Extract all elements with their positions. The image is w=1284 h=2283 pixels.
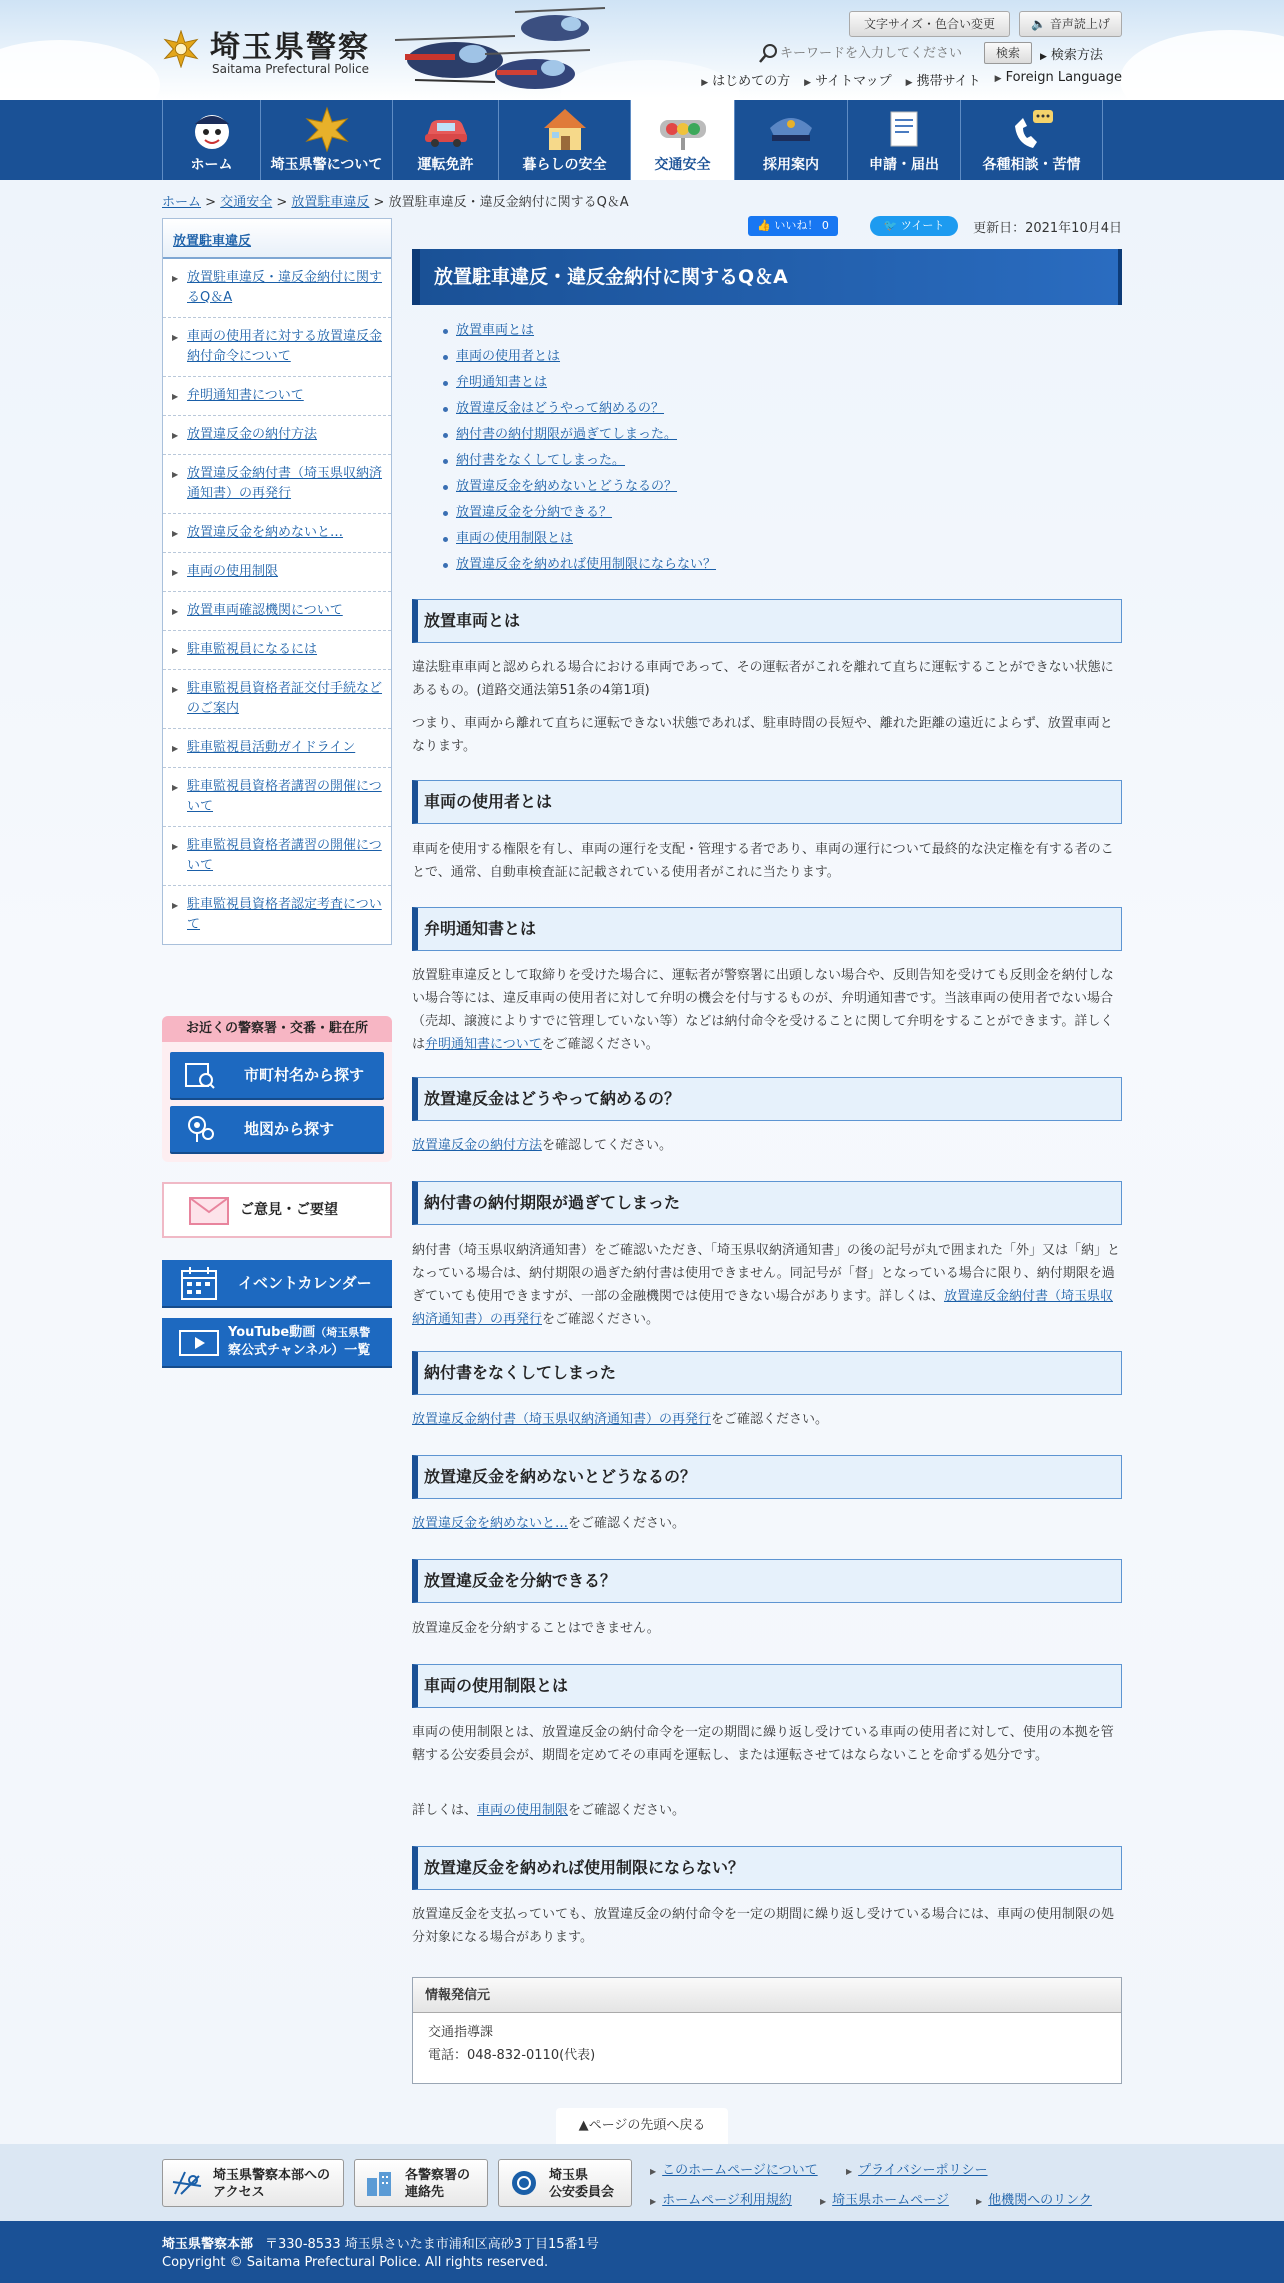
envelope-icon xyxy=(188,1194,230,1226)
reissue-link[interactable]: 放置違反金納付書（埼玉県収納済通知書）の再発行 xyxy=(412,1412,712,1427)
access-map-icon xyxy=(171,2168,205,2198)
table-of-contents xyxy=(440,318,1100,578)
section-heading-vehicle-user: 車両の使用者とは xyxy=(412,780,1122,824)
share-row xyxy=(748,216,1122,238)
breadcrumb-home[interactable]: ホーム xyxy=(162,195,202,210)
section-text: 放置違反金納付書（埼玉県収納済通知書）の再発行をご確認ください。 xyxy=(412,1412,829,1427)
site-logo[interactable] xyxy=(162,22,372,78)
search-method-link[interactable]: ▶ 検索方法 xyxy=(1040,48,1103,63)
sidebar-item[interactable]: ▶ 車両の使用者に対する放置違反金納付命令について xyxy=(163,318,391,377)
sidebar-item[interactable]: ▶ 駐車監視員になるには xyxy=(163,631,391,670)
section-text: 納付書（埼玉県収納済通知書）をご確認いただき、「埼玉県収納済通知書」の後の記号が丸で囲まれた「外」又は「納」となっている場合は、納付期限の過ぎた納付書は使用できません。同記号が「督」となっている場合に限り、納付期限を過ぎていても使用できますが、一部の金融機関では使用できない場合があります。詳しくは、放置違反金納付書（埼玉県収納済通知書）の再発行をご確認ください。 xyxy=(412,1243,1120,1327)
section-text: 違法駐車車両と認められる場合における車両であって、その運転者がこれを離れて直ちに運転することができない状態にあるもの。(道路交通法第51条の4第1項) xyxy=(412,660,1114,698)
section-text: つまり、車両から離れて直ちに運転できない状態であれば、駐車時間の長短や、離れた距離の遠近によらず、放置車両となります。 xyxy=(412,716,1113,754)
tweet-button[interactable]: 🐦 ツイート xyxy=(870,216,958,236)
police-emblem-icon xyxy=(162,30,200,68)
toc-item[interactable]: 納付書をなくしてしまった。 xyxy=(440,448,1100,474)
copyright: Copyright © Saitama Prefectural Police. All rights reserved. xyxy=(162,2255,549,2270)
footer-org-name: 埼玉県警察本部 xyxy=(162,2237,254,2252)
sidebar-item[interactable]: ▶ 駐車監視員資格者講習の開催について xyxy=(163,768,391,827)
info-source-box xyxy=(412,1977,1122,2084)
util-link-sitemap[interactable]: ▶ サイトマップ xyxy=(804,74,892,89)
info-phone: 電話：048-832-0110(代表) xyxy=(428,2048,596,2063)
search-icon xyxy=(758,42,780,64)
section-heading-abandoned-vehicle: 放置車両とは xyxy=(412,599,1122,643)
speech-button[interactable] xyxy=(1019,11,1122,37)
site-header xyxy=(0,0,1284,100)
utility-links xyxy=(701,70,1122,89)
play-icon xyxy=(178,1325,220,1361)
footer-link-terms[interactable]: ▶ ホームページ利用規約 xyxy=(650,2189,792,2208)
helicopter-illustration xyxy=(385,2,630,98)
section-text: 放置違反金の納付方法を確認してください。 xyxy=(412,1138,673,1153)
search-area xyxy=(758,41,1128,65)
toc-item[interactable]: 放置違反金を納めれば使用制限にならない？ xyxy=(440,552,1100,578)
thumbs-up-icon: 👍 xyxy=(757,219,771,232)
nav-item-home[interactable]: ホーム xyxy=(163,100,261,180)
police-emblem-icon xyxy=(302,106,352,152)
sidebar-item[interactable]: ▶ 弁明通知書について xyxy=(163,377,391,416)
speaker-icon: 🔈 xyxy=(1031,17,1047,31)
hq-access-button[interactable]: 埼玉県警察本部への アクセス xyxy=(162,2159,344,2207)
util-link-first-time[interactable]: ▶ はじめての方 xyxy=(701,74,791,89)
sidebar-item[interactable]: ▶ 放置違反金の納付方法 xyxy=(163,416,391,455)
usage-restriction-link[interactable]: 車両の使用制限 xyxy=(477,1803,569,1818)
section-heading-installments: 放置違反金を分納できる？ xyxy=(412,1559,1122,1603)
toc-item[interactable]: 放置違反金を納めないとどうなるの？ xyxy=(440,474,1100,500)
util-link-foreign-language[interactable]: ▶ Foreign Language xyxy=(994,70,1122,85)
station-search-title: お近くの警察署・交番・駐在所 xyxy=(162,1016,392,1042)
police-cap-icon xyxy=(766,106,816,152)
page-title: 放置駐車違反・違反金納付に関するQ＆A xyxy=(412,249,1122,305)
youtube-button[interactable]: YouTube動画（埼玉県警 察公式チャンネル）一覧 xyxy=(162,1318,392,1366)
traffic-light-icon xyxy=(658,106,708,152)
nav-item-about[interactable]: 埼玉県警について xyxy=(261,100,393,180)
document-icon xyxy=(879,106,929,152)
toc-item[interactable]: 放置違反金を分納できる？ xyxy=(440,500,1100,526)
mascot-icon xyxy=(187,106,237,152)
event-calendar-button[interactable]: イベントカレンダー xyxy=(162,1260,392,1306)
public-safety-commission-button[interactable]: 埼玉県 公安委員会 xyxy=(498,2159,632,2207)
opinion-button[interactable]: ご意見・ご要望 xyxy=(162,1182,392,1238)
site-subtitle: Saitama Prefectural Police xyxy=(212,62,370,76)
nav-item-applications[interactable]: 申請・届出 xyxy=(848,100,961,180)
section-heading-not-paying: 放置違反金を納めないとどうなるの？ xyxy=(412,1455,1122,1499)
stations-contact-button[interactable]: 各警察署の 連絡先 xyxy=(354,2159,488,2207)
sidebar-nav xyxy=(162,218,392,945)
section-heading-lost-form: 納付書をなくしてしまった xyxy=(412,1351,1122,1395)
nav-item-license[interactable]: 運転免許 xyxy=(393,100,499,180)
site-footer xyxy=(0,2221,1284,2283)
section-heading-how-to-pay: 放置違反金はどうやって納めるの？ xyxy=(412,1077,1122,1121)
sidebar-item[interactable]: ▶ 駐車監視員資格者証交付手続などのご案内 xyxy=(163,670,391,729)
sidebar-item[interactable]: ▶ 放置違反金納付書（埼玉県収納済通知書）の再発行 xyxy=(163,455,391,514)
search-by-map-button[interactable]: 地図から探す xyxy=(170,1106,384,1152)
twitter-bird-icon: 🐦 xyxy=(883,219,898,232)
building-icon xyxy=(363,2168,397,2198)
section-heading-explanation-notice: 弁明通知書とは xyxy=(412,907,1122,951)
nav-item-recruitment[interactable]: 採用案内 xyxy=(735,100,848,180)
toc-item[interactable]: 車両の使用者とは xyxy=(440,344,1100,370)
sidebar-item[interactable]: ▶ 駐車監視員資格者講習の開催について xyxy=(163,827,391,886)
breadcrumb-current: 放置駐車違反・違反金納付に関するQ＆A xyxy=(388,195,629,210)
footer-link-prefecture[interactable]: ▶ 埼玉県ホームページ xyxy=(820,2189,949,2208)
speech-button-label: 音声読上げ xyxy=(1049,17,1110,31)
sidebar-item[interactable]: ▶ 放置車両確認機関について xyxy=(163,592,391,631)
breadcrumb-traffic-safety[interactable]: 交通安全 xyxy=(220,195,273,210)
section-text: 車両を使用する権限を有し、車両の運行を支配・管理する者であり、車両の運行について最終的な決定権を有する者のことで、通常、自動車検査証に記載されている使用者がこれに当たります。 xyxy=(412,842,1114,880)
car-icon xyxy=(421,106,471,152)
footer-link-about-site[interactable]: ▶ このホームページについて xyxy=(650,2159,818,2178)
reissue-link[interactable]: 放置違反金納付書（埼玉県収納済通知書）の再発行 xyxy=(412,1289,1113,1327)
breadcrumb-illegal-parking[interactable]: 放置駐車違反 xyxy=(291,195,370,210)
city-list-icon xyxy=(184,1060,216,1090)
map-pin-icon xyxy=(184,1114,216,1144)
sidebar-item[interactable]: ▶ 放置駐車違反・違反金納付に関するQ＆A xyxy=(163,259,391,318)
breadcrumb: ホーム > 交通安全 > 放置駐車違反 > 放置駐車違反・違反金納付に関するQ＆A xyxy=(162,195,629,210)
section-heading-deadline-passed: 納付書の納付期限が過ぎてしまった xyxy=(412,1181,1122,1225)
search-by-city-button[interactable]: 市町村名から探す xyxy=(170,1052,384,1098)
section-text: 車両の使用制限とは、放置違反金の納付命令を一定の期間に繰り返し受けている車両の使用者に対して、使用の本拠を管轄する公安委員会が、期間を定めてその車両を運転し、または運転させてはならないことを命ずる処分です。 xyxy=(412,1725,1114,1763)
info-department: 交通指導課 xyxy=(428,2025,494,2040)
toc-item[interactable]: 放置車両とは xyxy=(440,318,1100,344)
footer-address: 〒330-8533 埼玉県さいたま市浦和区高砂3丁目15番1号 xyxy=(265,2237,599,2252)
toc-item[interactable]: 納付書の納付期限が過ぎてしまった。 xyxy=(440,422,1100,448)
search-button[interactable]: 検索 xyxy=(984,42,1032,64)
updated-date: 更新日：2021年10月4日 xyxy=(973,221,1122,236)
nav-item-traffic-safety[interactable]: 交通安全 xyxy=(631,100,735,180)
section-heading-pay-avoid-restriction: 放置違反金を納めれば使用制限にならない？ xyxy=(412,1846,1122,1890)
sidebar-item[interactable]: ▶ 放置違反金を納めないと… xyxy=(163,514,391,553)
util-link-mobile[interactable]: ▶ 携帯サイト xyxy=(905,74,981,89)
site-title: 埼玉県警察 xyxy=(210,30,370,65)
nav-item-living-safety[interactable]: 暮らしの安全 xyxy=(499,100,631,180)
facebook-like-button[interactable]: 👍 いいね！ 0 xyxy=(748,216,838,236)
toc-item[interactable]: 弁明通知書とは xyxy=(440,370,1100,396)
house-icon xyxy=(540,106,590,152)
section-heading-usage-restriction: 車両の使用制限とは xyxy=(412,1664,1122,1708)
station-search-box xyxy=(162,1016,392,1162)
payment-method-link[interactable]: 放置違反金の納付方法 xyxy=(412,1138,543,1153)
commission-emblem-icon xyxy=(507,2168,541,2198)
section-text: 放置違反金を分納することはできません。 xyxy=(412,1621,660,1636)
search-input[interactable] xyxy=(780,42,978,64)
info-source-title: 情報発信元 xyxy=(413,1978,1121,2013)
section-text: 放置駐車違反として取締りを受けた場合に、運転者が警察署に出頭しない場合や、反則告知を受けても反則金を納付しない場合等には、違反車両の使用者に対して弁明の機会を付与するものが、弁明通知書です。当該車両の使用者でない場合（売却、譲渡によりすでに管理していない等）などは納付命令を受けることに関して弁明をすることができます。詳しくは弁明通知書についてをご確認ください。 xyxy=(412,968,1114,1052)
sidebar-heading[interactable]: 放置駐車違反 xyxy=(163,219,391,259)
section-text: 放置違反金を納めないと…をご確認ください。 xyxy=(412,1516,686,1531)
font-color-button[interactable]: 文字サイズ・色合い変更 xyxy=(849,11,1010,37)
sidebar-item[interactable]: ▶ 車両の使用制限 xyxy=(163,553,391,592)
footer-links xyxy=(0,2144,1284,2221)
section-text: 詳しくは、車両の使用制限をご確認ください。 xyxy=(412,1803,686,1818)
footer-link-privacy[interactable]: ▶ プライバシーポリシー xyxy=(846,2159,988,2178)
global-nav xyxy=(0,100,1284,180)
not-paying-link[interactable]: 放置違反金を納めないと… xyxy=(412,1516,569,1531)
phone-chat-icon xyxy=(1007,106,1057,152)
section-text: 放置違反金を支払っていても、放置違反金の納付命令を一定の期間に繰り返し受けている場合には、車両の使用制限の処分対象になる場合があります。 xyxy=(412,1907,1115,1945)
sidebar-item[interactable]: ▶ 駐車監視員資格者認定考査について xyxy=(163,886,391,944)
calendar-icon xyxy=(178,1265,220,1301)
nav-item-consultation[interactable]: 各種相談・苦情 xyxy=(961,100,1103,180)
explanation-notice-link[interactable]: 弁明通知書について xyxy=(425,1037,542,1052)
footer-link-other-agencies[interactable]: ▶ 他機関へのリンク xyxy=(976,2189,1092,2208)
sidebar-item[interactable]: ▶ 駐車監視員活動ガイドライン xyxy=(163,729,391,768)
back-to-top-button[interactable]: ▲ページの先頭へ戻る xyxy=(556,2108,728,2144)
toc-item[interactable]: 車両の使用制限とは xyxy=(440,526,1100,552)
toc-item[interactable]: 放置違反金はどうやって納めるの？ xyxy=(440,396,1100,422)
